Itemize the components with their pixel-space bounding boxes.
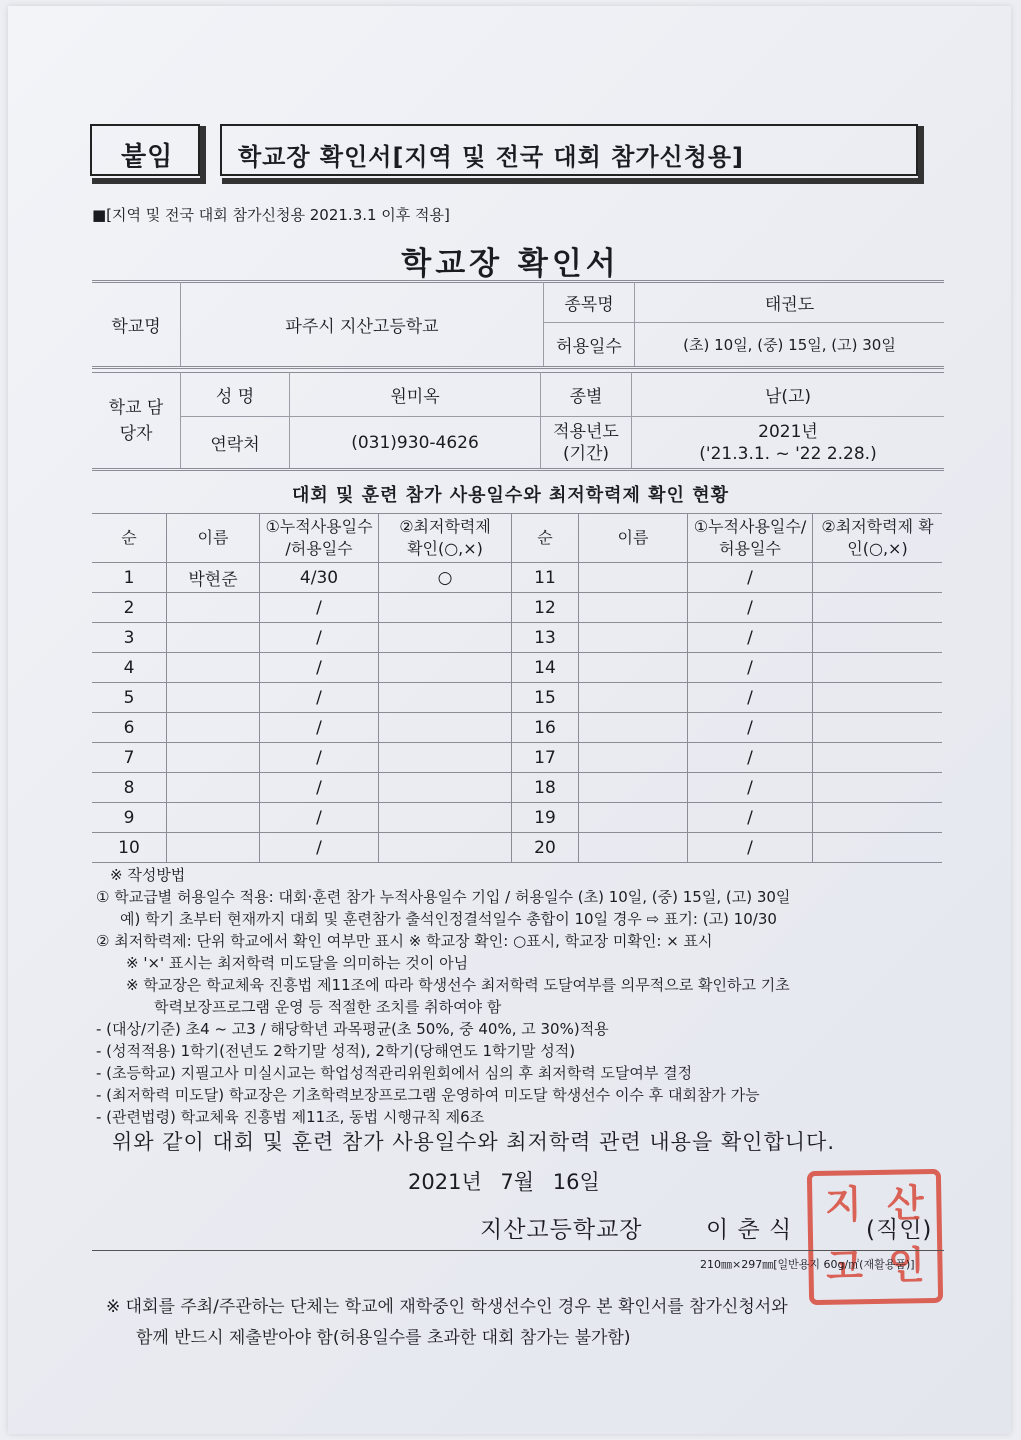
row-cumulative-days: / xyxy=(688,563,813,593)
instruction-line: ※ 학교장은 학교체육 진흥법 제11조에 따라 학생선수 최저학력 도달여부를 의무적으로 확인하고 기초 xyxy=(126,976,790,994)
participation-table xyxy=(92,513,942,863)
row-cumulative-days: / xyxy=(688,683,813,713)
seal-char: 고 xyxy=(825,1243,864,1289)
contact-value: (031)930-4626 xyxy=(290,417,541,469)
info-bottom-border xyxy=(92,470,944,471)
row-name xyxy=(167,743,260,773)
row-name xyxy=(579,743,688,773)
col-header-name-2: 이름 xyxy=(579,514,688,563)
row-no: 1 xyxy=(92,563,167,593)
row-cumulative-days: / xyxy=(260,653,379,683)
row-name xyxy=(579,773,688,803)
col-header-cumulative-2-text: ①누적사용일수/ 허용일수 xyxy=(693,517,807,558)
category-value: 남(고) xyxy=(632,373,945,417)
row-cumulative-days: / xyxy=(688,803,813,833)
row-no: 5 xyxy=(92,683,167,713)
row-cumulative-days: / xyxy=(260,713,379,743)
row-name xyxy=(579,623,688,653)
col-header-cumulative xyxy=(260,514,379,563)
event-label: 종목명 xyxy=(544,283,635,323)
row-min-academic-check xyxy=(813,833,943,863)
row-cumulative-days: / xyxy=(688,623,813,653)
col-header-no-2: 순 xyxy=(512,514,579,563)
col-header-no: 순 xyxy=(92,514,167,563)
row-min-academic-check xyxy=(813,563,943,593)
row-name xyxy=(167,683,260,713)
row-min-academic-check: ○ xyxy=(379,563,512,593)
row-no: 11 xyxy=(512,563,579,593)
seal-char: 인 xyxy=(887,1242,926,1288)
instruction-line: ※ '×' 표시는 최저학력 미도달을 의미하는 것이 아님 xyxy=(126,954,469,972)
row-min-academic-check xyxy=(379,773,512,803)
col-header-min-academic xyxy=(379,514,512,563)
seal-char: 지 xyxy=(824,1181,863,1227)
period-value: ('21.3.1. ~ '22 2.28.) xyxy=(699,443,877,464)
name-value: 원미옥 xyxy=(290,373,541,417)
row-min-academic-check xyxy=(379,713,512,743)
row-cumulative-days: / xyxy=(688,653,813,683)
row-no: 3 xyxy=(92,623,167,653)
row-no: 14 xyxy=(512,653,579,683)
row-name xyxy=(167,713,260,743)
row-cumulative-days: / xyxy=(688,593,813,623)
info-table-manager xyxy=(92,372,944,469)
row-min-academic-check xyxy=(813,743,943,773)
school-name-value: 파주시 지산고등학교 xyxy=(181,283,544,367)
row-min-academic-check xyxy=(379,743,512,773)
event-value: 태권도 xyxy=(635,283,945,323)
table-row xyxy=(92,623,942,653)
row-no: 10 xyxy=(92,833,167,863)
row-min-academic-check xyxy=(379,593,512,623)
instruction-line: 학력보장프로그램 운영 등 적절한 조치를 취하여야 함 xyxy=(154,998,502,1016)
row-name xyxy=(579,563,688,593)
col-header-cumulative-text: ①누적사용일수 /허용일수 xyxy=(265,517,373,558)
row-name xyxy=(579,833,688,863)
row-min-academic-check xyxy=(813,803,943,833)
footer-note-1: ※ 대회를 주최/주관하는 단체는 학교에 재학중인 학생선수인 경우 본 확인서를 참가신청서와 xyxy=(106,1297,788,1317)
row-min-academic-check xyxy=(813,773,943,803)
row-cumulative-days: / xyxy=(688,743,813,773)
row-cumulative-days: / xyxy=(260,833,379,863)
row-name xyxy=(167,593,260,623)
row-cumulative-days: / xyxy=(260,773,379,803)
row-min-academic-check xyxy=(379,623,512,653)
name-label: 성 명 xyxy=(181,373,290,417)
row-name xyxy=(167,773,260,803)
attachment-tag-label: 붙임 xyxy=(121,142,174,172)
table-row xyxy=(92,683,942,713)
table-row xyxy=(92,833,942,863)
confirmation-statement: 위와 같이 대회 및 훈련 참가 사용일수와 최저학력 관련 내용을 확인합니다. xyxy=(112,1130,836,1154)
row-cumulative-days: 4/30 xyxy=(260,563,379,593)
instruction-line: ① 학교급별 허용일수 적용: 대회·훈련 참가 누적사용일수 기입 / 허용일수 (초) 10일, (중) 15일, (고) 30일 xyxy=(96,888,791,906)
row-no: 9 xyxy=(92,803,167,833)
table-row xyxy=(92,743,942,773)
row-name xyxy=(167,803,260,833)
year-label-text: 적용년도 (기간) xyxy=(553,421,619,464)
table-row xyxy=(92,773,942,803)
table-row xyxy=(92,803,942,833)
row-min-academic-check xyxy=(813,713,943,743)
principal-title: 지산고등학교장 xyxy=(480,1217,643,1243)
scope-note: ■[지역 및 전국 대회 참가신청용 2021.3.1 이후 적용] xyxy=(92,206,450,224)
row-cumulative-days: / xyxy=(260,683,379,713)
row-no: 2 xyxy=(92,593,167,623)
row-min-academic-check xyxy=(813,623,943,653)
row-no: 19 xyxy=(512,803,579,833)
year-cell xyxy=(632,417,945,469)
row-cumulative-days: / xyxy=(688,773,813,803)
instruction-line: - (성적적용) 1학기(전년도 2학기말 성적), 2학기(당해연도 1학기말 성적) xyxy=(96,1042,576,1060)
row-name xyxy=(579,653,688,683)
contact-label: 연락처 xyxy=(181,417,290,469)
issue-date: 2021년 7월 16일 xyxy=(408,1170,600,1194)
row-cumulative-days: / xyxy=(260,803,379,833)
col-header-min-academic-text: ②최저학력제 확인(○,×) xyxy=(399,517,491,558)
row-min-academic-check xyxy=(813,653,943,683)
col-header-cumulative-2 xyxy=(688,514,813,563)
table-row xyxy=(92,653,942,683)
allowed-days-label: 허용일수 xyxy=(544,323,635,367)
row-min-academic-check xyxy=(379,833,512,863)
row-no: 6 xyxy=(92,713,167,743)
row-cumulative-days: / xyxy=(260,743,379,773)
manager-label-text: 학교 담당자 xyxy=(108,397,164,444)
row-min-academic-check xyxy=(379,653,512,683)
table-row xyxy=(92,593,942,623)
row-no: 16 xyxy=(512,713,579,743)
table-row xyxy=(92,563,942,593)
row-min-academic-check xyxy=(379,803,512,833)
row-no: 13 xyxy=(512,623,579,653)
official-seal xyxy=(807,1169,943,1305)
row-no: 4 xyxy=(92,653,167,683)
manager-label xyxy=(92,373,181,469)
row-cumulative-days: / xyxy=(260,593,379,623)
row-name xyxy=(579,593,688,623)
row-no: 20 xyxy=(512,833,579,863)
year-label xyxy=(541,417,632,469)
row-no: 18 xyxy=(512,773,579,803)
row-name xyxy=(167,623,260,653)
header-title-box xyxy=(220,124,918,176)
col-header-min-academic-2-text: ②최저학력제 확인(○,×) xyxy=(821,517,934,558)
instruction-line: ② 최저학력제: 단위 학교에서 확인 여부만 표시 ※ 학교장 확인: ○표시, 학교장 미확인: × 표시 xyxy=(96,932,713,950)
col-header-name: 이름 xyxy=(167,514,260,563)
row-no: 17 xyxy=(512,743,579,773)
row-no: 15 xyxy=(512,683,579,713)
attachment-tag xyxy=(90,124,200,176)
paper-size-note: 210㎜×297㎜[일반용지 60g/㎡(재활용품)] xyxy=(700,1258,915,1271)
info-mid-border xyxy=(92,368,944,369)
header-title: 학교장 확인서[지역 및 전국 대회 참가신청용] xyxy=(238,143,745,171)
footer-divider xyxy=(92,1250,944,1251)
instruction-line: 예) 학기 초부터 현재까지 대회 및 훈련참가 출석인정결석일수 총합이 10일 경우 ⇨ 표기: (고) 10/30 xyxy=(120,910,777,928)
row-name xyxy=(579,803,688,833)
seal-note: (직인) xyxy=(866,1217,933,1243)
row-min-academic-check xyxy=(813,593,943,623)
row-min-academic-check xyxy=(813,683,943,713)
row-no: 8 xyxy=(92,773,167,803)
row-min-academic-check xyxy=(379,683,512,713)
row-name xyxy=(579,713,688,743)
col-header-min-academic-2 xyxy=(813,514,943,563)
row-cumulative-days: / xyxy=(688,713,813,743)
table-title: 대회 및 훈련 참가 사용일수와 최저학력제 확인 현황 xyxy=(291,485,729,506)
row-no: 7 xyxy=(92,743,167,773)
table-row xyxy=(92,713,942,743)
row-name xyxy=(167,653,260,683)
row-no: 12 xyxy=(512,593,579,623)
writing-instructions xyxy=(96,864,790,1128)
instruction-line: - (초등학교) 지필고사 미실시교는 학업성적관리위원회에서 심의 후 최저학력 도달여부 결정 xyxy=(96,1064,693,1082)
footer-note-2: 함께 반드시 제출받아야 함(허용일수를 초과한 대회 참가는 불가함) xyxy=(136,1328,631,1348)
row-name xyxy=(579,683,688,713)
document-title: 학교장 확인서 xyxy=(401,246,620,282)
category-label: 종별 xyxy=(541,373,632,417)
principal-name: 이 춘 식 xyxy=(706,1217,793,1243)
info-top-border xyxy=(92,280,944,281)
row-cumulative-days: / xyxy=(688,833,813,863)
row-name: 박현준 xyxy=(167,563,260,593)
school-name-label: 학교명 xyxy=(92,283,181,367)
info-table-school xyxy=(92,282,944,367)
instruction-line: ※ 작성방법 xyxy=(110,866,186,884)
year-value: 2021년 xyxy=(758,421,818,442)
seal-char: 산 xyxy=(886,1180,925,1226)
row-cumulative-days: / xyxy=(260,623,379,653)
instruction-line: - (최저학력 미도달) 학교장은 기초학력보장프로그램 운영하여 미도달 학생선수 이수 후 대회참가 가능 xyxy=(96,1086,760,1104)
allowed-days-value: (초) 10일, (중) 15일, (고) 30일 xyxy=(635,323,945,367)
instruction-line: - (대상/기준) 초4 ~ 고3 / 해당학년 과목평균(초 50%, 중 40%, 고 30%)적용 xyxy=(96,1020,609,1038)
instruction-line: - (관련법령) 학교체육 진흥법 제11조, 동법 시행규칙 제6조 xyxy=(96,1108,485,1126)
row-name xyxy=(167,833,260,863)
